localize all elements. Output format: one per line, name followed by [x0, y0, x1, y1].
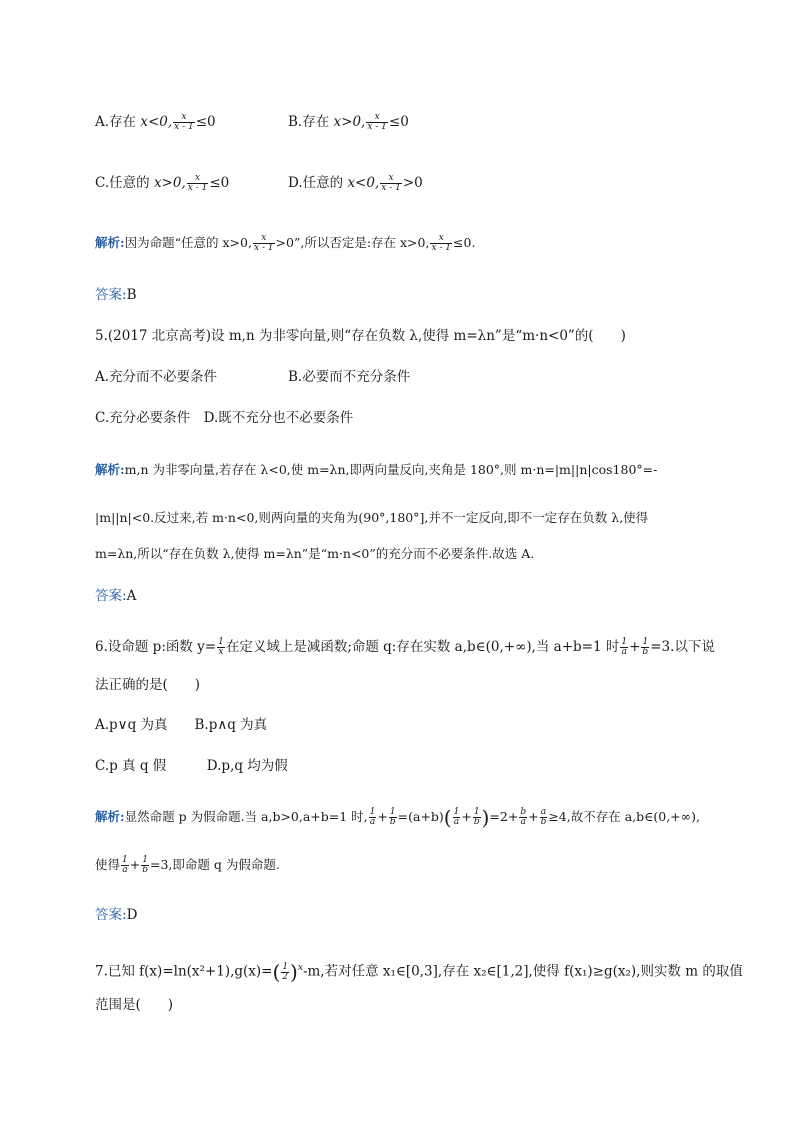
fraction: $\frac{1}{a}$	[369, 807, 376, 827]
q5-answer: 答案:A	[95, 588, 137, 604]
q6-stem-line-1: 6.设命题 p:函数 y= $\frac{1}{x}$ 在定义域上是减函数;命题 q:存在实数 a,b∈(0,+∞),当 a+b=1 时 $\frac{1}{a}$ + $\frac{1}{b}$ =3.以下说	[95, 637, 715, 657]
q4-answer: 答案:B	[95, 287, 137, 303]
fraction: $\frac{1}{a}$	[453, 807, 460, 827]
fraction: $\frac{1}{x}$	[218, 637, 224, 657]
fraction: $\frac{x}{x - 1}$	[187, 173, 208, 193]
fraction: $\frac{x}{x - 1}$	[174, 112, 194, 132]
q6-answer: 答案:D	[95, 907, 138, 923]
q5-option-c: C.充分必要条件	[95, 410, 191, 426]
fraction: $\frac{1}{2}$	[282, 961, 289, 982]
fraction: $\frac{x}{x - 1}$	[381, 173, 401, 193]
q5-analysis-line-2: |m||n|<0.反过来,若 m·n<0,则两向量的夹角为(90°,180°],并不一定反向,即不一定存在负数 λ,使得	[95, 510, 649, 525]
q7-stem-line-2: 范围是( )	[95, 997, 174, 1013]
q6-option-d: D.p,q 均为假	[206, 758, 288, 774]
q6-analysis-line-2: 使得 $\frac{1}{a}$ + $\frac{1}{b}$ =3,即命题 q 为假命题.	[95, 855, 280, 875]
q5-option-b: B.必要而不充分条件	[288, 369, 411, 385]
q7-stem-line-1: 7.已知 f(x)=ln(x²+1),g(x)=( $\frac{1}{2}$ )$^x$-m,若对任意 x₁∈[0,3],存在 x₂∈[1,2],使得 f(x₁)≥g(x₂),则实数 m 的取值	[95, 960, 743, 984]
fraction: $\frac{1}{a}$	[122, 855, 128, 875]
q4-option-d: D.任意的 x<0, $\frac{x}{x - 1}$ >0	[288, 173, 423, 193]
fraction: $\frac{x}{x - 1}$	[253, 233, 274, 253]
q5-analysis-line-1: 解析:m,n 为非零向量,若存在 λ<0,使 m=λn,即两向量反向,夹角是 180°,则 m·n=|m||n|cos180°=-	[95, 462, 658, 477]
fraction: $\frac{x}{x - 1}$	[367, 112, 387, 132]
q6-option-b: B.p∧q 为真	[194, 717, 268, 733]
q4-option-a: A.存在 x<0, $\frac{x}{x - 1}$ ≤0	[95, 112, 216, 132]
q4-option-c: C.任意的 x>0, $\frac{x}{x - 1}$ ≤0	[95, 173, 230, 193]
q6-option-a: A.p∨q 为真	[95, 717, 168, 733]
q6-options-cd	[95, 756, 288, 776]
fraction: $\frac{1}{b}$	[473, 807, 480, 827]
q5-analysis-line-3: m=λn,所以“存在负数 λ,使得 m=λn”是“m·n<0”的充分而不必要条件.故选 A.	[95, 546, 535, 561]
fraction: $\frac{1}{b}$	[642, 637, 649, 657]
fraction: $\frac{1}{a}$	[621, 637, 628, 657]
fraction: $\frac{b}{a}$	[520, 807, 527, 827]
q6-stem-line-2: 法正确的是( )	[95, 677, 201, 693]
q4-analysis: 解析:因为命题“任意的 x>0, $\frac{x}{x - 1}$ >0”,所以否定是:存在 x>0, $\frac{x}{x - 1}$ ≤0.	[95, 233, 476, 253]
fraction: $\frac{x}{x - 1}$	[431, 233, 452, 253]
fraction: $\frac{1}{b}$	[389, 807, 396, 827]
q6-option-c: C.p 真 q 假	[95, 758, 167, 774]
q6-options-ab	[95, 715, 267, 735]
q6-analysis-line-1: 解析:显然命题 p 为假命题.当 a,b>0,a+b=1 时, $\frac{1}{a}$ + $\frac{1}{b}$ =(a+b)( $\frac{1}{a}$ + $\frac{1}{b}$ )=2+ $\frac{b}{a}$ + $\frac{a}{b}$ ≥4,故不存在 a,b∈(0,+∞),	[95, 805, 700, 830]
q5-stem: 5.(2017 北京高考)设 m,n 为非零向量,则“存在负数 λ,使得 m=λn”是“m·n<0”的( )	[95, 328, 626, 344]
q5-options-cd	[95, 408, 353, 428]
q5-option-a: A.充分而不必要条件	[95, 369, 218, 385]
q5-option-d: D.既不充分也不必要条件	[203, 410, 354, 426]
fraction: $\frac{a}{b}$	[540, 807, 547, 827]
q4-option-b: B.存在 x>0, $\frac{x}{x - 1}$ ≤0	[288, 112, 409, 132]
fraction: $\frac{1}{b}$	[142, 855, 148, 875]
